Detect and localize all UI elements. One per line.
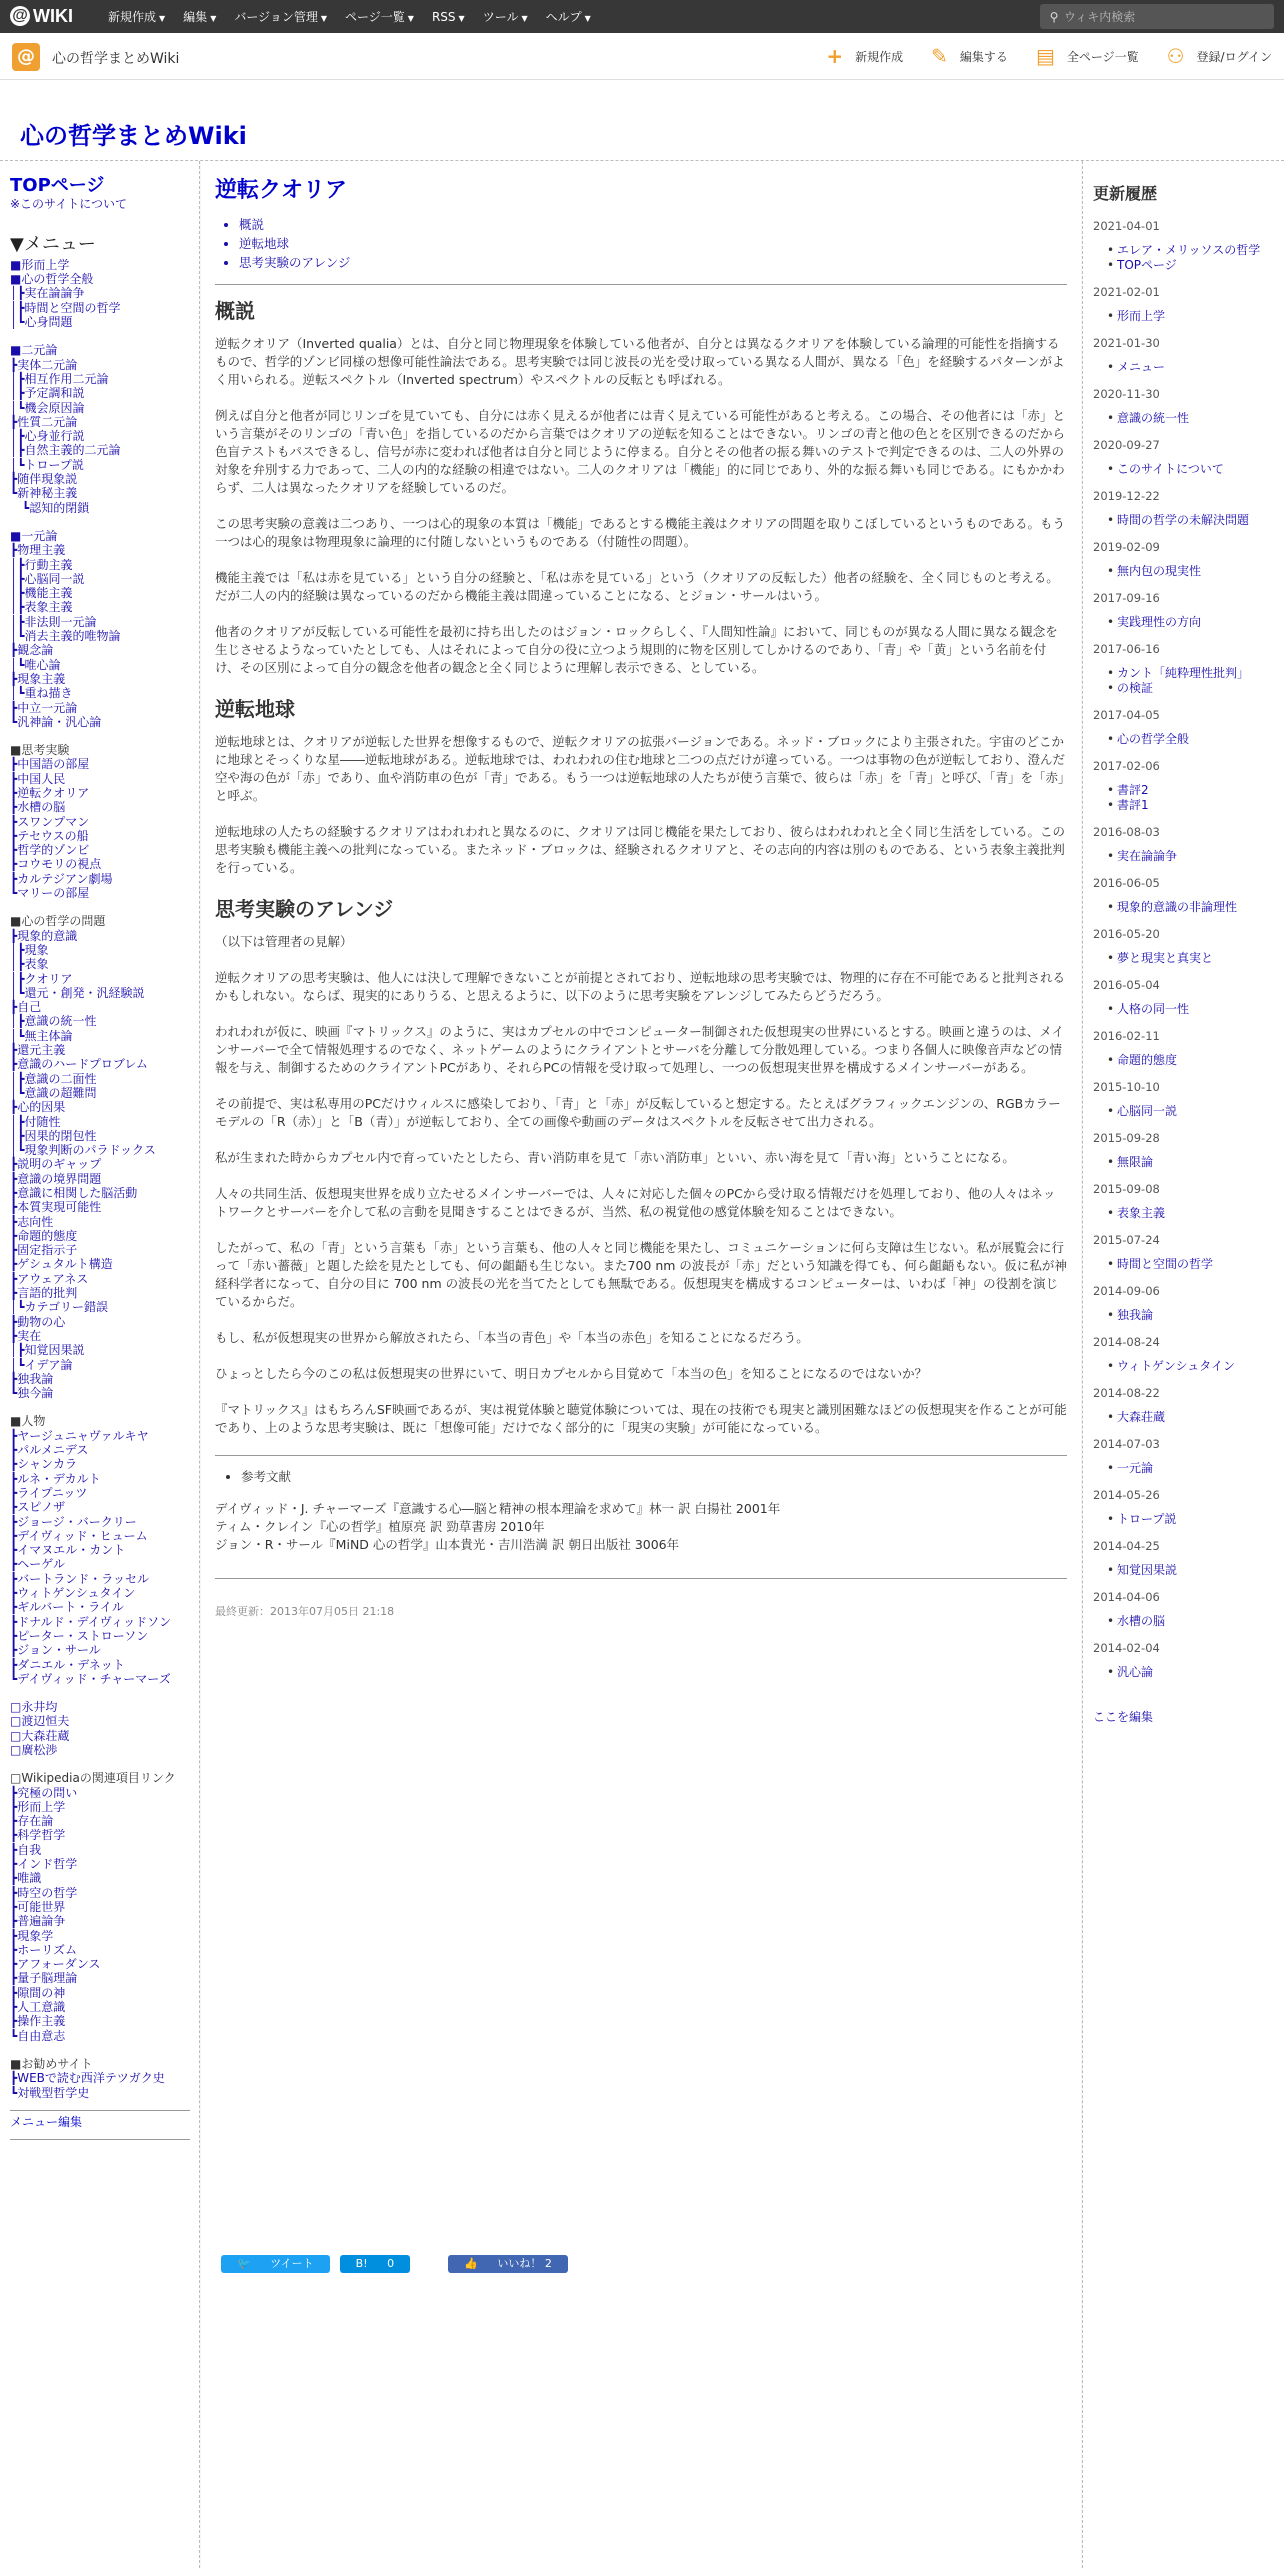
nav-link[interactable]: ┣観念論: [10, 643, 54, 658]
nav-link[interactable]: ┣ジョン・サール: [10, 1643, 101, 1658]
update-date: 2016-08-03: [1093, 825, 1160, 839]
paragraph: 私が生まれた時からカプセル内で育っていたとしたら、青い消防車を見て「赤い消防車」といい、赤い海を見て「青い海」ということになる。: [215, 1150, 1015, 1165]
banner: [0, 80, 1284, 161]
paragraph: この思考実験の意義は二つあり、一つは心的現象の本質は「機能」であるとする機能主義はクオリアの問題を取りこぼしているというものである。もう一つは心的現象は物理現象に論理的に付随しないというものである（付随性の問題）。: [215, 516, 1066, 549]
nav-gap: [10, 1400, 190, 1414]
reference-item: デイヴィッド・J. チャーマーズ『意識する心―脳と精神の根本理論を求めて』林一 訳 白揚社 2001年: [215, 1501, 781, 1516]
left-nav: [10, 175, 190, 2144]
section-heading: 逆転地球: [215, 697, 295, 721]
tweet-button[interactable]: 🐦 ツイート: [221, 2255, 330, 2273]
nav-link[interactable]: ■心の哲学全般: [10, 272, 94, 287]
at-logo-icon: @: [10, 6, 30, 26]
update-date: 2021-01-30: [1093, 336, 1160, 350]
page-title: 逆転クオリア: [215, 178, 348, 203]
update-item-link[interactable]: • 現象的意識の非論理性: [1093, 900, 1278, 915]
nav-link[interactable]: ┣説明のギャップ: [10, 1157, 102, 1172]
nav-gap: [10, 1757, 190, 1771]
nav-link[interactable]: ┣WEBで読む西洋テツガク史: [10, 2071, 165, 2086]
update-date: 2014-04-06: [1093, 1590, 1160, 1604]
right-sidebar: [1082, 161, 1284, 2568]
update-date: 2017-06-16: [1093, 642, 1160, 656]
nav-link[interactable]: ┣デイヴィッド・ヒューム: [10, 1528, 148, 1543]
nav-link[interactable]: ┣意識のハードプロブレム: [10, 1057, 148, 1072]
update-date: 2015-07-24: [1093, 1233, 1160, 1247]
nav-link[interactable]: │┗還元・創発・汎経験説: [10, 985, 145, 1000]
nav-link[interactable]: ┣普遍論争: [10, 1914, 66, 1929]
nav-link[interactable]: │┗イデア論: [10, 1357, 73, 1372]
update-item-link[interactable]: • 形而上学: [1093, 309, 1278, 324]
nav-link[interactable]: □永井均: [10, 1700, 58, 1715]
update-date: 2021-04-01: [1093, 219, 1160, 233]
update-date: 2015-09-28: [1093, 1131, 1160, 1145]
nav-link[interactable]: │┗消去主義的唯物論: [10, 629, 121, 644]
toc-item[interactable]: • 逆転地球: [239, 234, 1067, 253]
update-item-link[interactable]: • 書評1: [1093, 798, 1278, 813]
update-date: 2019-02-09: [1093, 540, 1160, 554]
nav-link[interactable]: ┗新神秘主義: [10, 486, 78, 501]
nav-link[interactable]: □渡辺恒夫: [10, 1714, 70, 1729]
search-placeholder: ウィキ内検索: [1064, 10, 1136, 24]
update-item-link[interactable]: • 人格の同一性: [1093, 1002, 1278, 1017]
nav-link[interactable]: ┣固定指示子: [10, 1243, 78, 1258]
nav-gap: [10, 329, 190, 343]
paragraph: 逆転地球とは、クオリアが逆転した世界を想像するもので、逆転クオリアの拡張バージョンである。ネッド・ブロックにより主張された。宇宙のどこかに地球とそっくりな星――逆転地球がある。逆転地球では、われわれの住む地球と二つの点だけが違っている。一つは事物の色が逆転しており、澄んだ空や海の色が「赤」であり、血や消防車の色が「青」である。もう一つは逆転地球の人たちが使う言葉で、彼らは「赤」を「青」と呼び、「青」を「赤」と呼ぶ。: [215, 734, 1066, 803]
nav-link[interactable]: │┣実在論論争: [10, 286, 85, 301]
nav-section-heading[interactable]: ■一元論: [10, 528, 58, 543]
nav-link[interactable]: ┣本質実現可能性: [10, 1200, 102, 1215]
nav-link[interactable]: ┣哲学的ゾンビ: [10, 843, 90, 858]
caret-down-icon: ▼: [407, 14, 414, 23]
divider: [10, 2110, 190, 2111]
update-item-link[interactable]: • の検証: [1093, 681, 1278, 696]
references-title: • 参考文献: [241, 1468, 1067, 1486]
nav-link[interactable]: ┣志向性: [10, 1214, 54, 1229]
banner-title[interactable]: 心の哲学まとめWiki: [20, 122, 247, 150]
nav-link[interactable]: ┣心的因果: [10, 1100, 66, 1115]
nav-link[interactable]: ┣人工意識: [10, 2000, 66, 2015]
nav-link[interactable]: ┣科学哲学: [10, 1828, 66, 1843]
section-heading: 思考実験のアレンジ: [215, 897, 394, 921]
nav-link[interactable]: ┣究極の問い: [10, 1785, 78, 1800]
nav-link[interactable]: ┣逆転クオリア: [10, 785, 90, 800]
update-item-link[interactable]: • 水槽の脳: [1093, 1614, 1278, 1629]
nav-link[interactable]: │┗カテゴリー錯誤: [10, 1300, 108, 1315]
edit-this-link[interactable]: ここを編集: [1093, 1710, 1154, 1724]
top-menu: [108, 0, 591, 33]
nav-link[interactable]: ┣意識に相関した脳活動: [10, 1186, 138, 1200]
update-item-link[interactable]: • 命題的態度: [1093, 1053, 1278, 1068]
caret-down-icon: ▼: [458, 13, 465, 23]
nav-link[interactable]: ┣時空の哲学: [10, 1885, 78, 1900]
update-date: 2014-08-24: [1093, 1335, 1160, 1349]
nav-link[interactable]: │┣知覚因果説: [10, 1343, 85, 1358]
update-date: 2016-05-04: [1093, 978, 1160, 992]
thumbs-up-icon: 👍: [464, 2257, 478, 2270]
wiki-search-input[interactable]: [1040, 4, 1274, 29]
nav-link[interactable]: ┣中立一元論: [10, 700, 78, 715]
pencil-icon: ✎: [931, 44, 948, 68]
menu-heading: ▼メニュー: [10, 233, 96, 255]
divider: [215, 1455, 1067, 1456]
update-date: 2014-07-03: [1093, 1437, 1160, 1451]
nav-link[interactable]: ┣命題的態度: [10, 1228, 78, 1243]
nav-link[interactable]: ┣水槽の脳: [10, 800, 66, 815]
nav-link[interactable]: ┣ギルバート・ライル: [10, 1600, 124, 1615]
update-date: 2016-06-05: [1093, 876, 1160, 890]
nav-link[interactable]: ┣イマヌエル・カント: [10, 1543, 126, 1558]
caret-down-icon: ▼: [320, 14, 328, 23]
site-header: [0, 33, 1284, 80]
update-item-link[interactable]: • 心の哲学全般: [1093, 732, 1278, 747]
toc-item[interactable]: • 思考実験のアレンジ: [239, 253, 1067, 272]
nav-link[interactable]: ┣アフォーダンス: [10, 1957, 101, 1972]
nav-link[interactable]: │┣時間と空間の哲学: [10, 300, 121, 315]
nav-link[interactable]: ┣唯識: [10, 1871, 42, 1886]
user-add-icon: ⚇: [1166, 44, 1185, 68]
update-date: 2015-10-10: [1093, 1080, 1160, 1094]
facebook-like-button[interactable]: 👍 いいね！ 2: [448, 2255, 568, 2273]
update-item-link[interactable]: • 知覚因果説: [1093, 1563, 1278, 1578]
menu-pagelist[interactable]: ページ一覧 ▼: [345, 10, 414, 24]
nav-section-heading: ■思考実験: [10, 743, 70, 758]
nav-link[interactable]: │┗トロープ説: [10, 457, 84, 472]
nav-link[interactable]: │┣相互作用二元論: [10, 371, 109, 386]
update-date: 2014-09-06: [1093, 1284, 1160, 1298]
nav-link[interactable]: │┣因果的閉包性: [10, 1128, 97, 1143]
update-groups: [1093, 218, 1278, 1680]
nav-link[interactable]: ┣スワンプマン: [10, 814, 90, 829]
update-date: 2017-09-16: [1093, 591, 1160, 605]
update-date: 2020-09-27: [1093, 438, 1160, 452]
update-item-link[interactable]: • 表象主義: [1093, 1206, 1278, 1221]
nav-link[interactable]: │┣表象主義: [10, 600, 73, 615]
nav-link[interactable]: ┣ダニエル・デネット: [10, 1657, 125, 1672]
top-page-link[interactable]: TOPページ: [10, 175, 105, 196]
nav-link[interactable]: ┣ホーリズム: [10, 1942, 77, 1957]
nav-link[interactable]: │┗機会原因論: [10, 400, 85, 415]
nav-section-heading[interactable]: ■形而上学: [10, 257, 70, 272]
nav-link[interactable]: ┣ピーター・ストローソン: [10, 1628, 149, 1643]
all-pages-button[interactable]: ▤ 全ページ一覧: [1035, 44, 1139, 68]
update-item-link[interactable]: • TOPページ: [1093, 258, 1278, 273]
nav-link[interactable]: ┣カルテジアン劇場: [10, 871, 113, 886]
nav-section-heading: ■人物: [10, 1414, 46, 1429]
paragraph: もし、私が仮想現実の世界から解放されたら、「本当の青色」や「本当の赤色」を知ることになるだろう。: [215, 1330, 809, 1345]
site-name[interactable]: 心の哲学まとめWiki: [52, 51, 180, 67]
nav-link[interactable]: ┣ヤージュニャヴァルキヤ: [10, 1428, 149, 1443]
nav-link[interactable]: ┣コウモリの視点: [10, 857, 102, 872]
update-date: 2016-05-20: [1093, 927, 1160, 941]
last-updated: 最終更新：2013年07月05日 21:18: [215, 1605, 395, 1618]
update-item-link[interactable]: • 心脳同一説: [1093, 1104, 1278, 1119]
nav-link[interactable]: ┣形而上学: [10, 1799, 66, 1814]
update-item-link[interactable]: • トロープ説: [1093, 1512, 1278, 1527]
nav-link[interactable]: ┗マリーの部屋: [10, 886, 90, 901]
divider: [215, 284, 1067, 285]
recent-updates-title: 更新履歴: [1093, 184, 1158, 203]
menu-edit-link[interactable]: メニュー編集: [10, 2114, 83, 2129]
nav-link[interactable]: ┣テセウスの船: [10, 828, 89, 843]
update-item-link[interactable]: • 無限論: [1093, 1155, 1278, 1170]
nav-link[interactable]: ┗独今論: [10, 1386, 54, 1401]
nav-link[interactable]: ┣実体二元論: [10, 357, 78, 372]
nav-link[interactable]: ┣実在: [10, 1328, 42, 1343]
caret-down-icon: ▼: [210, 14, 217, 23]
paragraph: 他者のクオリアが反転している可能性を最初に持ち出したのはジョン・ロックらしく、『人間知性論』において、同じものが異なる人間に異なる観念を生じさせるようなっていたとしても、人はそれによって自分の役に立つよう規則的に物を区別してしかけるのであり、「青」や「黄」という名前を付け、その区別によって自分の観念を他者の観念と全く同じように理解し表示できる、としている。: [215, 624, 1058, 675]
update-date: 2014-02-04: [1093, 1641, 1160, 1655]
update-item-link[interactable]: • 実在論論争: [1093, 849, 1278, 864]
nav-link[interactable]: │┗心身問題: [10, 315, 73, 330]
nav-gap: [10, 900, 190, 914]
nav-section-heading: ■お勧めサイト: [10, 2056, 93, 2071]
caret-down-icon: ▼: [584, 14, 591, 23]
nav-link[interactable]: ┣ルネ・デカルト: [10, 1471, 101, 1486]
menu-help[interactable]: ヘルプ ▼: [545, 10, 591, 24]
nav-link[interactable]: ┣現象的意識: [10, 928, 78, 943]
nav-link[interactable]: ┣中国人民: [10, 771, 66, 786]
update-date: 2014-04-25: [1093, 1539, 1160, 1553]
caret-down-icon: ▼: [521, 14, 528, 23]
update-date: 2014-08-22: [1093, 1386, 1160, 1400]
table-of-contents: [215, 215, 1067, 272]
nav-link[interactable]: ┣パルメニデス: [10, 1443, 89, 1458]
menu-new[interactable]: 新規作成 ▼: [108, 10, 166, 24]
nav-link[interactable]: ┣ドナルド・デイヴィッドソン: [10, 1614, 172, 1629]
nav-link[interactable]: │┣行動主義: [10, 557, 73, 572]
paragraph: われわれが仮に、映画『マトリックス』のように、実はカプセルの中でコンピューター制御された仮想現実の世界にいるとする。映画と違うのは、メインサーバーで全て情報処理するのでなく、ネットゲームのようにクライアントとサーバを分離して分散処理している。つまり各個人に映像音声などの情報を与え、制御するためのクライアントPCがあり、それらPCの情報を受け取って処理し、一つの仮想現実世界を構成するメインサーバーがある。: [215, 1024, 1065, 1075]
document-icon: ▤: [1035, 44, 1055, 68]
nav-link[interactable]: □廣松渉: [10, 1742, 58, 1757]
update-item-link[interactable]: • 意識の統一性: [1093, 411, 1278, 426]
nav-link[interactable]: │┣予定調和説: [10, 386, 85, 401]
nav-link[interactable]: │┣非法則一元論: [10, 614, 97, 629]
update-item-link[interactable]: • 時間と空間の哲学: [1093, 1257, 1278, 1272]
nav-link[interactable]: ┣可能世界: [10, 1899, 66, 1914]
new-page-button[interactable]: + 新規作成: [826, 44, 904, 68]
update-item-link[interactable]: • ウィトゲンシュタイン: [1093, 1359, 1278, 1374]
global-topbar: [0, 0, 1284, 33]
update-item-link[interactable]: • このサイトについて: [1093, 462, 1278, 477]
menu-version[interactable]: バージョン管理 ▼: [234, 10, 328, 24]
paragraph: （以下は管理者の見解）: [215, 934, 353, 949]
update-date: 2016-02-11: [1093, 1029, 1160, 1043]
hatena-icon: B!: [355, 2257, 368, 2270]
menu-edit[interactable]: 編集 ▼: [183, 10, 217, 24]
paragraph: ひょっとしたら今のこの私は仮想現実の世界にいて、明日カプセルから目覚めて「本当の色」を知ることになるのではないか？: [215, 1366, 928, 1381]
nav-link[interactable]: ┗自由意志: [10, 2028, 66, 2043]
nav-gap: [10, 1686, 190, 1700]
nav-link[interactable]: ┣シャンカラ: [10, 1457, 77, 1472]
paragraph: 『マトリックス』はもちろんSF映画であるが、実は視覚体験と聴覚体験については、現在の技術でも現実と識別困難なほどの仮想現実を作ることが可能であり、上のような思考実験は、既に「想像可能」だけでなく部分的に「現実の実験」が可能になっている。: [215, 1402, 1067, 1435]
nav-link[interactable]: ┗デイヴィッド・チャーマーズ: [10, 1671, 171, 1686]
references: [215, 1468, 1067, 1486]
reference-item: ジョン・R・サール『MiND 心の哲学』山本貴光・吉川浩満 訳 朝日出版社 3006年: [215, 1537, 680, 1552]
nav-link[interactable]: □大森荘蔵: [10, 1728, 70, 1743]
article: [215, 177, 1067, 1621]
nav-link[interactable]: │┣意識の統一性: [10, 1014, 97, 1029]
nav-link[interactable]: ┣独我論: [10, 1371, 54, 1386]
divider: [215, 1578, 1067, 1579]
site-actions: [826, 33, 1272, 79]
nav-link[interactable]: ┣自己: [10, 1000, 42, 1015]
update-item-link[interactable]: • 独我論: [1093, 1308, 1278, 1323]
nav-link[interactable]: │┣意識の二面性: [10, 1071, 97, 1086]
update-date: 2017-04-05: [1093, 708, 1160, 722]
search-icon: ⚲: [1049, 9, 1059, 24]
reference-list: [215, 1500, 1067, 1554]
paragraph: 機能主義では「私は赤を見ている」という自分の経験と、「私は赤を見ている」という（クオリアの反転した）他者の経験を、全く同じものと考える。だが二人の内的経験は異なっているのだから機能主義は間違っていることになる、とジョン・サールはいう。: [215, 570, 1059, 603]
nav-link[interactable]: ┣ゲシュタルト構造: [10, 1257, 113, 1272]
nav-link[interactable]: │┣クオリア: [10, 971, 73, 986]
update-item-link[interactable]: • メニュー: [1093, 360, 1278, 375]
section-heading: 概説: [215, 299, 255, 323]
menu-rss[interactable]: RSS ▼: [431, 9, 465, 24]
nav-gap: [10, 515, 190, 529]
nav-link[interactable]: │┣現象: [10, 942, 49, 957]
update-item-link[interactable]: • 書評2: [1093, 783, 1278, 798]
update-item-link[interactable]: • 実践理性の方向: [1093, 615, 1278, 630]
nav-link[interactable]: ┗汎神論・汎心論: [10, 714, 102, 729]
update-item-link[interactable]: • 時間の哲学の未解決問題: [1093, 513, 1278, 528]
nav-gap: [10, 729, 190, 743]
nav-link[interactable]: ┣ヘーゲル: [10, 1557, 65, 1572]
nav-link[interactable]: ┣操作主義: [10, 2014, 66, 2029]
about-link[interactable]: ※このサイトについて: [10, 197, 127, 212]
nav-link[interactable]: ┣還元主義: [10, 1043, 66, 1058]
nav-link[interactable]: │┣表象: [10, 957, 49, 972]
paragraph: 逆転クオリア（Inverted qualia）とは、自分と同じ物理現象を体験している他者が、自分とは異なるクオリアを体験している論理的可能性を指摘するもので、哲学的ゾンビ同様の想像可能性論法である。思考実験では同じ波長の光を受け取っている異なる人間が、異なる「色」を経験するパターンがよく用いられる。逆転スペクトル（Inverted spectrum）やスペクトルの反転とも呼ばれる。: [215, 336, 1065, 387]
nav-link[interactable]: ┣スピノザ: [10, 1500, 66, 1515]
recent-updates: [1093, 181, 1278, 1725]
nav-link[interactable]: │┗現象判断のパラドックス: [10, 1143, 156, 1158]
nav-link[interactable]: ┣性質二元論: [10, 414, 78, 429]
hatena-bookmark-button[interactable]: B! 0: [340, 2255, 410, 2273]
caret-down-icon: ▼: [159, 14, 166, 23]
update-item-link[interactable]: • 汎心論: [1093, 1665, 1278, 1680]
menu-tools[interactable]: ツール ▼: [482, 10, 528, 24]
nav-link[interactable]: │┣心脳同一説: [10, 571, 85, 586]
nav-link[interactable]: ┣インド哲学: [10, 1857, 78, 1872]
main-content: [201, 161, 1081, 2568]
nav-link[interactable]: ┣隙間の神: [10, 1985, 66, 2000]
nav-section-heading[interactable]: ■二元論: [10, 343, 58, 358]
nav-link[interactable]: ┣現象主義: [10, 671, 66, 686]
divider: [10, 2139, 190, 2140]
nav-blocks: [10, 258, 190, 2100]
reference-item: ティム・クレイン『心の哲学』植原亮 訳 勁草書房 2010年: [215, 1519, 545, 1534]
nav-link[interactable]: ┣言語的批判: [10, 1286, 78, 1301]
update-date: 2020-11-30: [1093, 387, 1160, 401]
nav-link[interactable]: │┣自然主義的二元論: [10, 443, 121, 458]
toc-item[interactable]: • 概説: [239, 215, 1067, 234]
social-buttons: [221, 2255, 568, 2273]
nav-link[interactable]: │┣心身並行説: [10, 429, 85, 444]
nav-link[interactable]: ┣存在論: [10, 1814, 54, 1829]
nav-link[interactable]: ┣中国語の部屋: [10, 757, 90, 772]
edit-page-button[interactable]: ✎ 編集する: [931, 44, 1008, 68]
paragraph: 逆転地球の人たちの経験するクオリアはわれわれと異なるのに、クオリアは同じ機能を果たしており、彼らはわれわれと全く同じ生活をしている。この思考実験も機能主義への批判になっている。またネッド・ブロックは、経験されるクオリアと、その志向的内容は別のものである、という表象主義批判を行っている。: [215, 824, 1066, 875]
update-date: 2015-09-08: [1093, 1182, 1160, 1196]
nav-link[interactable]: │┗重ね描き: [10, 686, 73, 701]
nav-link[interactable]: ┣物理主義: [10, 543, 66, 558]
twitter-icon: 🐦: [237, 2257, 251, 2270]
update-item-link[interactable]: • 無内包の現実性: [1093, 564, 1278, 579]
nav-link[interactable]: ┣現象学: [10, 1928, 54, 1943]
nav-section-heading: □Wikipediaの関連項目リンク: [10, 1771, 176, 1786]
nav-link[interactable]: ┣バートランド・ラッセル: [10, 1571, 149, 1586]
nav-link[interactable]: │┣機能主義: [10, 586, 73, 601]
left-sidebar: [0, 161, 200, 2568]
paragraph: したがって、私の「青」という言葉も「赤」という言葉も、他の人々と同じ機能を果たし、コミュニケーションに何ら支障は生じない。私が展覧会に行って「赤い薔薇」と題した絵を見たとしても、何の齟齬も生じない。また700 nm の波長が「赤」だという知識を得ても、何ら齟齬もない。仮に私が神経科学者になって、自分の目に 700 nm の波長の光を当てたとしても無駄である。仮想現実を構成するコンピューターは、いわば「神」の役割を演じているからだ。: [215, 1240, 1067, 1309]
update-date: 2021-02-01: [1093, 285, 1160, 299]
nav-link[interactable]: ┣ジョージ・バークリー: [10, 1514, 137, 1529]
login-button[interactable]: ⚇ 登録/ログイン: [1166, 44, 1272, 68]
wiki-logo[interactable]: @ WIKI: [10, 5, 90, 27]
paragraph: 人々の共同生活、仮想現実世界を成り立たせるメインサーバーでは、人々に対応した個々のPCから受け取る情報だけを処理しており、他の人々はネットワークとサーバーを介して私の言動を見聞きすることはできるが、当然、私の視覚他の感覚体験を知ることはできない。: [215, 1186, 1056, 1219]
paragraph: 例えば自分と他者が同じリンゴを見ていても、自分には赤く見えるが他者には青く見えている可能性があると考える。この場合、その他者には「赤」という言葉がそのリンゴの「青い色」を指しているのだから言葉ではクオリアの逆転を知ることはできない。リンゴの青と他の色とを区別できるのだから色盲テストもパスできるし、信号が赤に変われば他者は自分と同じように停まる。自分とその他者の振る舞いのテストで判定できるのは、二人の外界の対象を弁別する力であって、二人の内的な経験の相違ではない。二人のクオリアは「機能」的に同じであり、外的な振る舞いも同じである。にもかかわらず、二人は異なったクオリアを経験しているのだ。: [215, 408, 1066, 495]
nav-gap: [10, 2043, 190, 2057]
nav-link[interactable]: ┣随伴現象説: [10, 472, 78, 487]
update-item-link[interactable]: • 夢と現実と真実と: [1093, 951, 1278, 966]
nav-link[interactable]: │┗唯心論: [10, 657, 61, 672]
site-logo-icon[interactable]: @: [12, 43, 40, 71]
update-date: 2019-12-22: [1093, 489, 1160, 503]
plus-icon: +: [826, 44, 844, 68]
nav-section-heading: ■心の哲学の問題: [10, 914, 106, 929]
nav-link[interactable]: ┣ライプニッツ: [10, 1485, 88, 1500]
paragraph: 逆転クオリアの思考実験は、他人には決して理解できないことが前提とされており、逆転地球の思考実験では、物理的に存在不可能であると批判されるかもしれない。ならば、現実的にありうる、と思えるように、以下のように思考実験をアレンジしてみたらどうだろう。: [215, 970, 1066, 1003]
nav-link[interactable]: │┣付随性: [10, 1114, 61, 1129]
update-date: 2017-02-06: [1093, 759, 1160, 773]
nav-link[interactable]: ┣アウェアネス: [10, 1271, 89, 1286]
nav-link[interactable]: ┗認知的閉鎖: [10, 500, 90, 515]
nav-link[interactable]: ┣動物の心: [10, 1314, 66, 1329]
update-item-link[interactable]: • エレア・メリッソスの哲学: [1093, 243, 1278, 258]
nav-link[interactable]: ┣意識の境界問題: [10, 1171, 102, 1186]
update-item-link[interactable]: • 大森荘蔵: [1093, 1410, 1278, 1425]
nav-link[interactable]: ┗対戦型哲学史: [10, 2085, 90, 2100]
update-date: 2014-05-26: [1093, 1488, 1160, 1502]
nav-link[interactable]: ┣自我: [10, 1842, 42, 1857]
nav-link[interactable]: ┣ウィトゲンシュタイン: [10, 1586, 136, 1601]
nav-link[interactable]: │┗意識の超難問: [10, 1085, 97, 1100]
update-item-link[interactable]: • カント「純粋理性批判」: [1093, 666, 1278, 681]
nav-link[interactable]: │┗無主体論: [10, 1028, 73, 1043]
update-item-link[interactable]: • 一元論: [1093, 1461, 1278, 1476]
nav-link[interactable]: ┣量子脳理論: [10, 1971, 78, 1986]
paragraph: その前提で、実は私専用のPCだけウィルスに感染しており、「青」と「赤」が反転していると想定する。たとえばグラフィックエンジンの、RGBカラーモデルの「R（赤）」と「B（青）」が逆転しており、全ての画像や動画のデータはスペクトルを反転させて出力される。: [215, 1096, 1061, 1129]
